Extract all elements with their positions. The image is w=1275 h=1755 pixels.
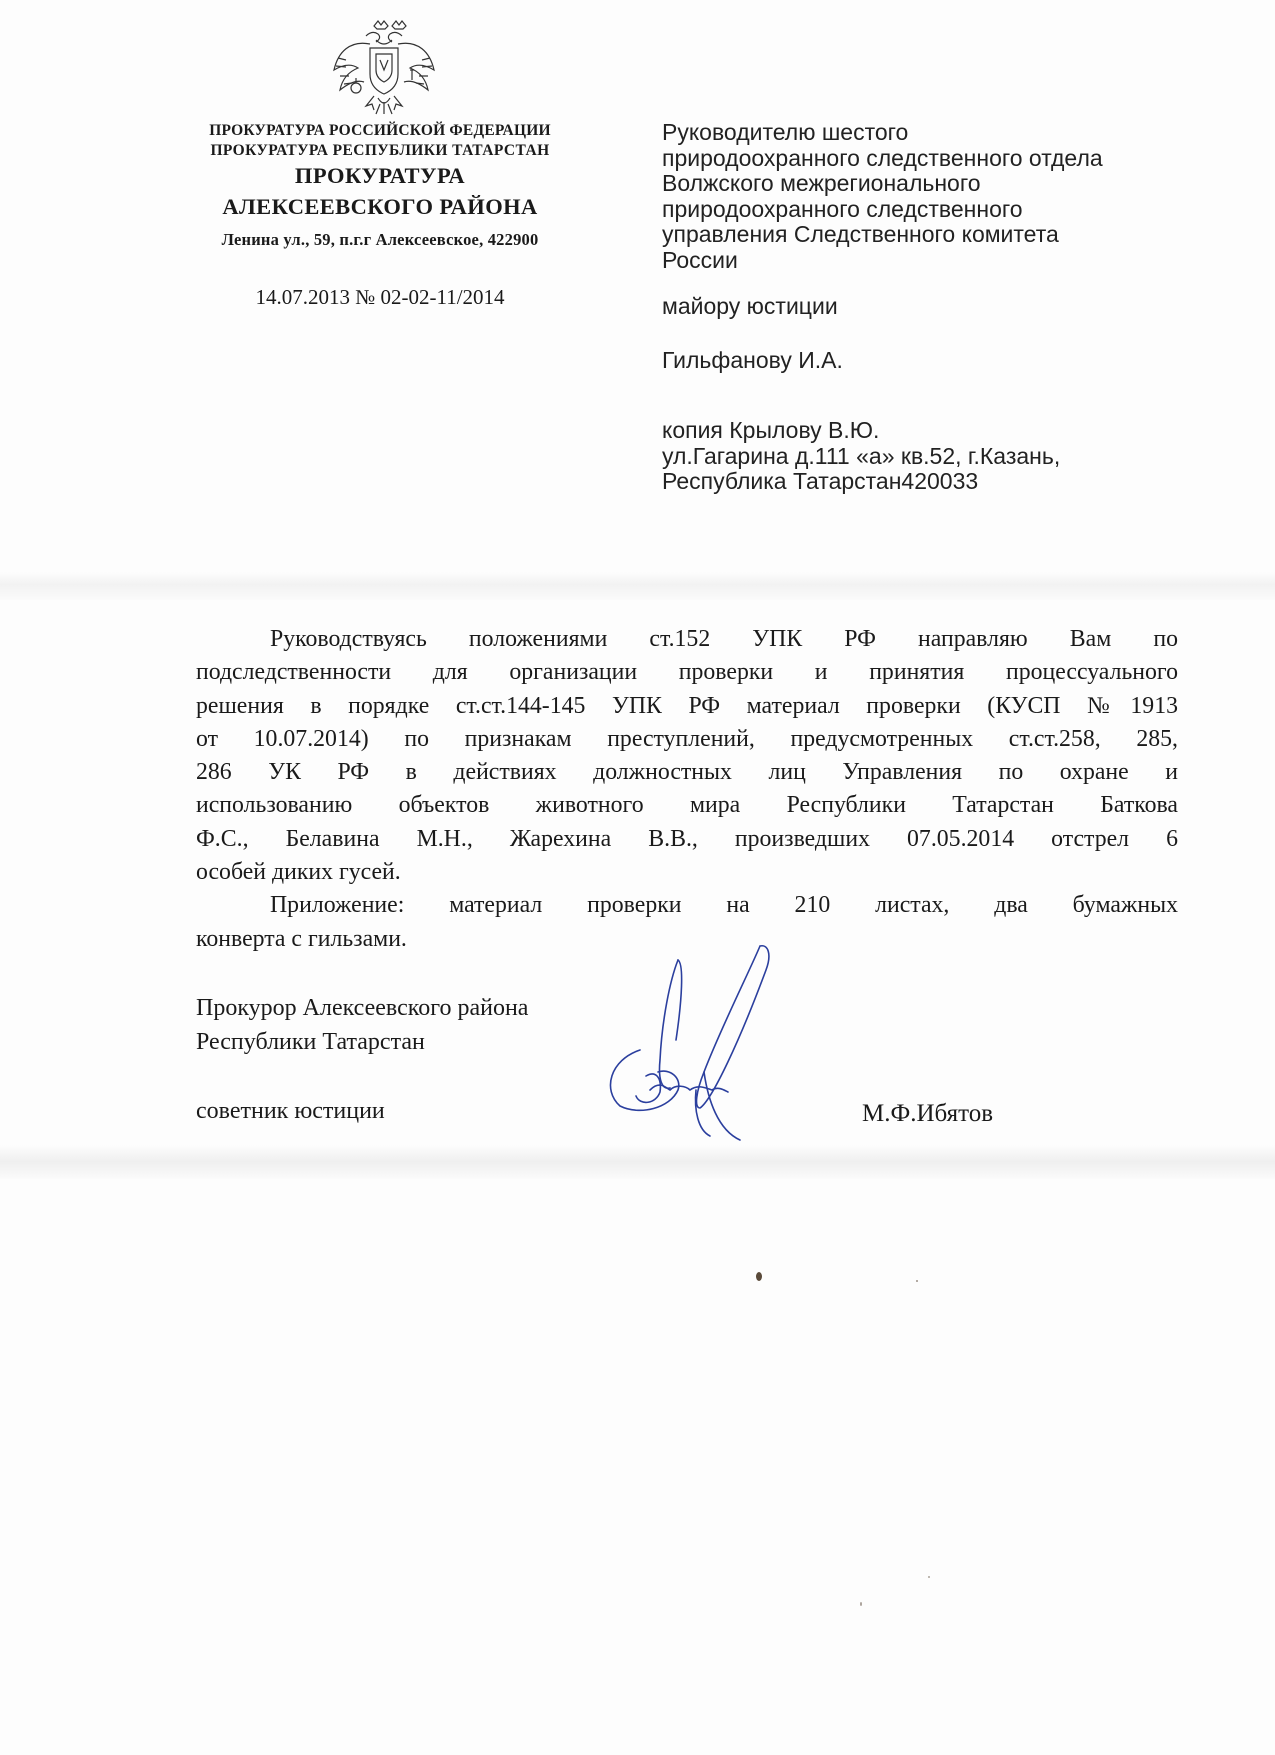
scan-speck [756,1272,762,1281]
sender-address: Ленина ул., 59, п.г.г Алексеевское, 422900 [221,230,539,249]
fold-shadow [0,572,1275,600]
body-line: Ф.С., Белавина М.Н., Жарехина В.В., произведших 07.05.2014 отстрел 6 [196,825,1178,852]
copy-line: ул.Гагарина д.111 «а» кв.52, г.Казань, [662,442,1061,469]
signer-name: М.Ф.Ибятов [862,1100,994,1127]
sender-line-1: ПРОКУРАТУРА РОССИЙСКОЙ ФЕДЕРАЦИИ [209,122,551,139]
attachment-line: конверта с гильзами. [196,925,407,952]
copy-line: копия Крылову В.Ю. [662,417,880,443]
handwritten-signature [600,940,800,1160]
scan-speck [916,1280,918,1282]
recipient-line: природоохранного следственного отдела [662,144,1103,171]
body-line: подследственности для организации проверки и принятия процессуального [196,659,1178,686]
sender-title-line-1: ПРОКУРАТУРА [294,163,466,188]
attachment-line: Приложение: материал проверки на 210 листах, два бумажных [270,892,1178,919]
recipient-rank: майору юстиции [662,293,838,319]
copy-recipient-block [662,418,1222,495]
scan-speck [860,1602,862,1606]
recipient-line: управления Следственного комитета [662,221,1059,247]
recipient-block [662,120,1222,273]
body-line: 286 УК РФ в действиях должностных лиц Управления по охране и [196,759,1178,786]
recipient-line: природоохранного следственного [662,195,1023,222]
body-line: использованию объектов животного мира Республики Татарстан Баткова [196,792,1178,819]
body-line: от 10.07.2014) по признакам преступлений, предусмотренных ст.ст.258, 285, [196,725,1178,752]
recipient-line: Руководителю шестого [662,119,909,145]
body-line: Руководствуясь положениями ст.152 УПК РФ направляю Вам по [270,626,1178,652]
sender-line-2: ПРОКУРАТУРА РЕСПУБЛИКИ ТАТАРСТАН [210,142,550,159]
signer-position-line-2: Республики Татарстан [196,1029,425,1055]
recipient-name: Гильфанову И.А. [662,347,843,373]
registration-number: 14.07.2013 № 02-02-11/2014 [255,285,505,309]
recipient-line: Волжского межрегионального [662,170,981,196]
letter-body [196,623,1178,956]
signer-position-line-1: Прокурор Алексеевского района [196,995,529,1021]
copy-line: Республика Татарстан420033 [662,468,979,494]
body-line: решения в порядке ст.ст.144-145 УПК РФ материал проверки (КУСП №1913 [196,692,1178,719]
eagle-emblem-icon [330,18,438,118]
signer-rank: советник юстиции [196,1098,385,1124]
recipient-line: России [662,246,738,273]
sender-title-line-2: АЛЕКСЕЕВСКОГО РАЙОНА [222,194,538,219]
scan-speck [928,1576,930,1578]
body-line: особей диких гусей. [196,859,401,886]
